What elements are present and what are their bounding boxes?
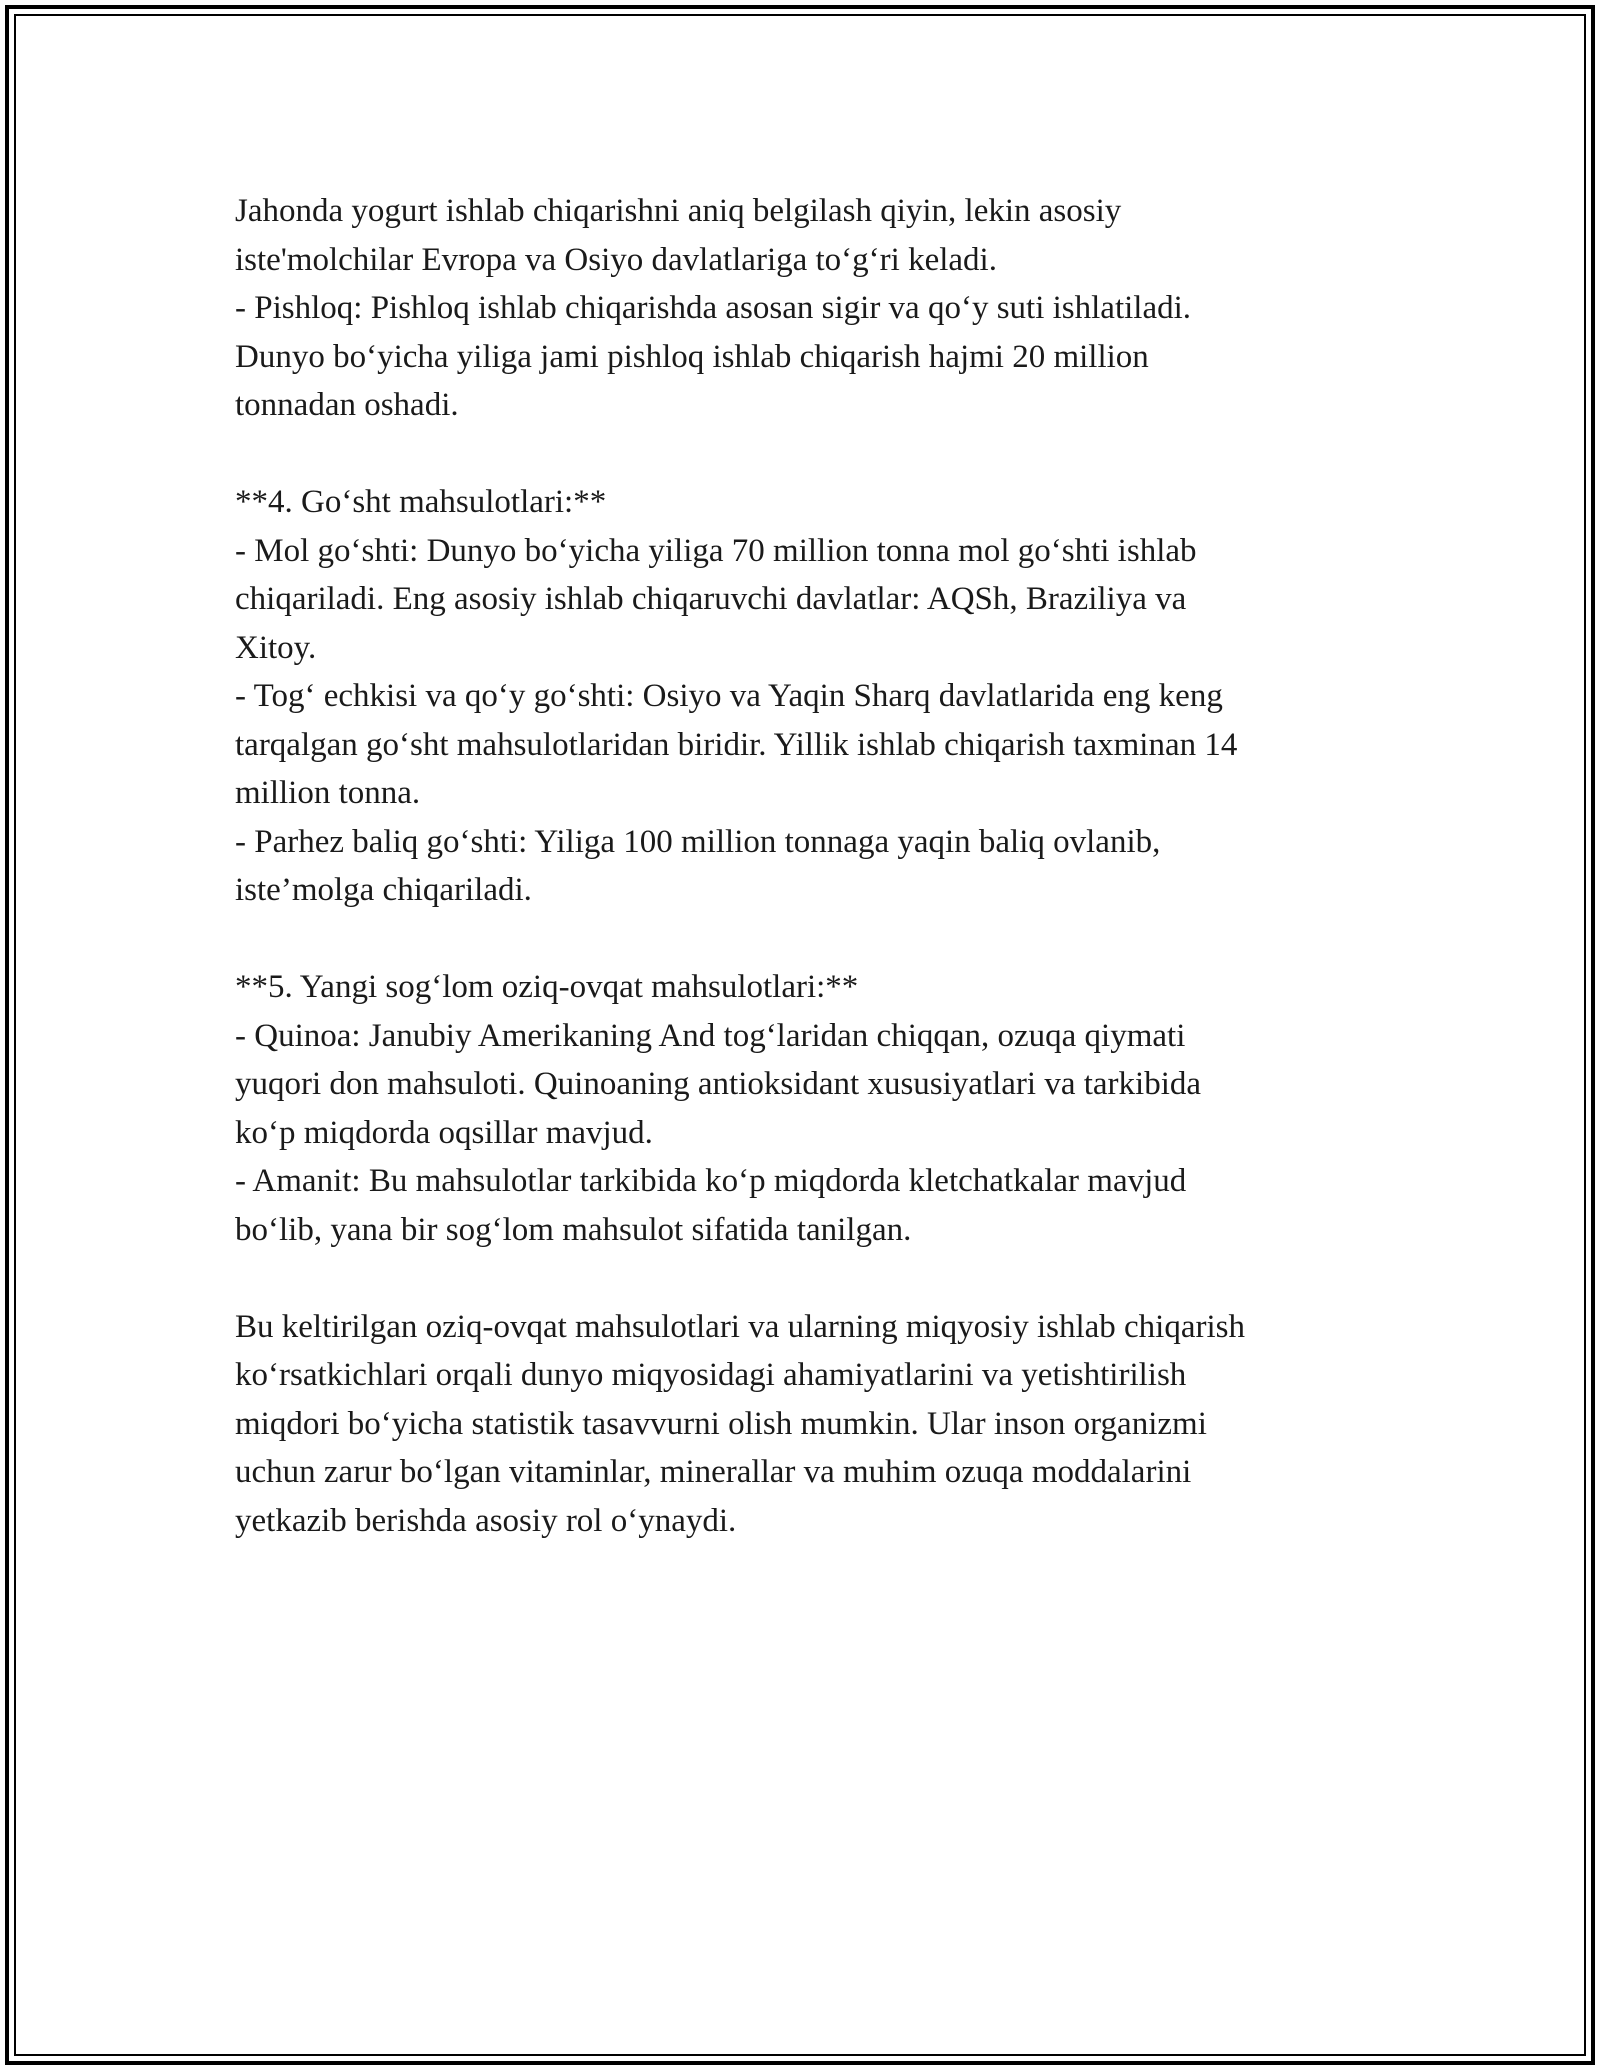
text-line: iste'molchilar Evropa va Osiyo davlatlariga to‘g‘ri keladi.	[235, 241, 997, 278]
text-line: chiqariladi. Eng asosiy ishlab chiqaruvchi davlatlar: AQSh, Braziliya va	[235, 581, 1187, 617]
text-line: uchun zarur bo‘lgan vitaminlar, minerallar va muhim ozuqa moddalarini	[235, 1454, 1192, 1490]
text-line: yetkazib berishda asosiy rol o‘ynaydi.	[235, 1502, 737, 1539]
text-line: - Pishloq: Pishloq ishlab chiqarishda asosan sigir va qo‘y suti ishlatiladi.	[235, 290, 1192, 326]
text-line: Bu keltirilgan oziq-ovqat mahsulotlari va ularning miqyosiy ishlab chiqarish	[235, 1308, 1245, 1345]
text-line: ko‘rsatkichlari orqali dunyo miqyosidagi ahamiyatlarini va yetishtirilish	[235, 1357, 1187, 1393]
blank-line	[235, 430, 1375, 479]
text-line: Jahonda yogurt ishlab chiqarishni aniq belgilash qiyin, lekin asosiy	[235, 193, 1122, 229]
blank-line	[235, 915, 1375, 964]
text-line: - Tog‘ echkisi va qo‘y go‘shti: Osiyo va Yaqin Sharq davlatlarida eng keng	[235, 678, 1223, 714]
section-heading-healthy: **5. Yangi sog‘lom oziq-ovqat mahsulotlari:**	[235, 969, 859, 1005]
text-line: ko‘p miqdorda oqsillar mavjud.	[235, 1114, 653, 1151]
list-item-goat	[235, 672, 1375, 818]
paragraph-yogurt	[235, 187, 1375, 284]
text-line: million tonna.	[235, 775, 421, 811]
text-line: bo‘lib, yana bir sog‘lom mahsulot sifatida tanilgan.	[235, 1211, 912, 1248]
text-line: Dunyo bo‘yicha yiliga jami pishloq ishlab chiqarish hajmi 20 million	[235, 338, 1149, 375]
text-line: tonnadan oshadi.	[235, 387, 459, 423]
list-item-amanit	[235, 1157, 1375, 1254]
text-line: - Quinoa: Janubiy Amerikaning And tog‘laridan chiqqan, ozuqa qiymati	[235, 1017, 1186, 1054]
text-line: iste’molga chiqariladi.	[235, 872, 532, 908]
text-line: tarqalgan go‘sht mahsulotlaridan biridir. Yillik ishlab chiqarish taxminan 14	[235, 726, 1238, 763]
list-item-fish	[235, 818, 1375, 915]
list-item-quinoa	[235, 1012, 1375, 1158]
text-line: - Parhez baliq go‘shti: Yiliga 100 million tonnaga yaqin baliq ovlanib,	[235, 823, 1161, 860]
text-line: - Amanit: Bu mahsulotlar tarkibida ko‘p miqdorda kletchatkalar mavjud	[235, 1163, 1187, 1199]
document-body	[235, 187, 1375, 1545]
list-item-beef	[235, 527, 1375, 673]
text-line: Xitoy.	[235, 629, 317, 666]
text-line: - Mol go‘shti: Dunyo bo‘yicha yiliga 70 million tonna mol go‘shti ishlab	[235, 532, 1197, 569]
text-line: miqdori bo‘yicha statistik tasavvurni olish mumkin. Ular inson organizmi	[235, 1405, 1207, 1442]
list-item-cheese	[235, 284, 1375, 430]
text-line: yuqori don mahsuloti. Quinoaning antioksidant xususiyatlari va tarkibida	[235, 1066, 1202, 1102]
blank-line	[235, 1254, 1375, 1303]
section-heading-meat: **4. Go‘sht mahsulotlari:**	[235, 484, 607, 520]
paragraph-conclusion	[235, 1303, 1375, 1546]
